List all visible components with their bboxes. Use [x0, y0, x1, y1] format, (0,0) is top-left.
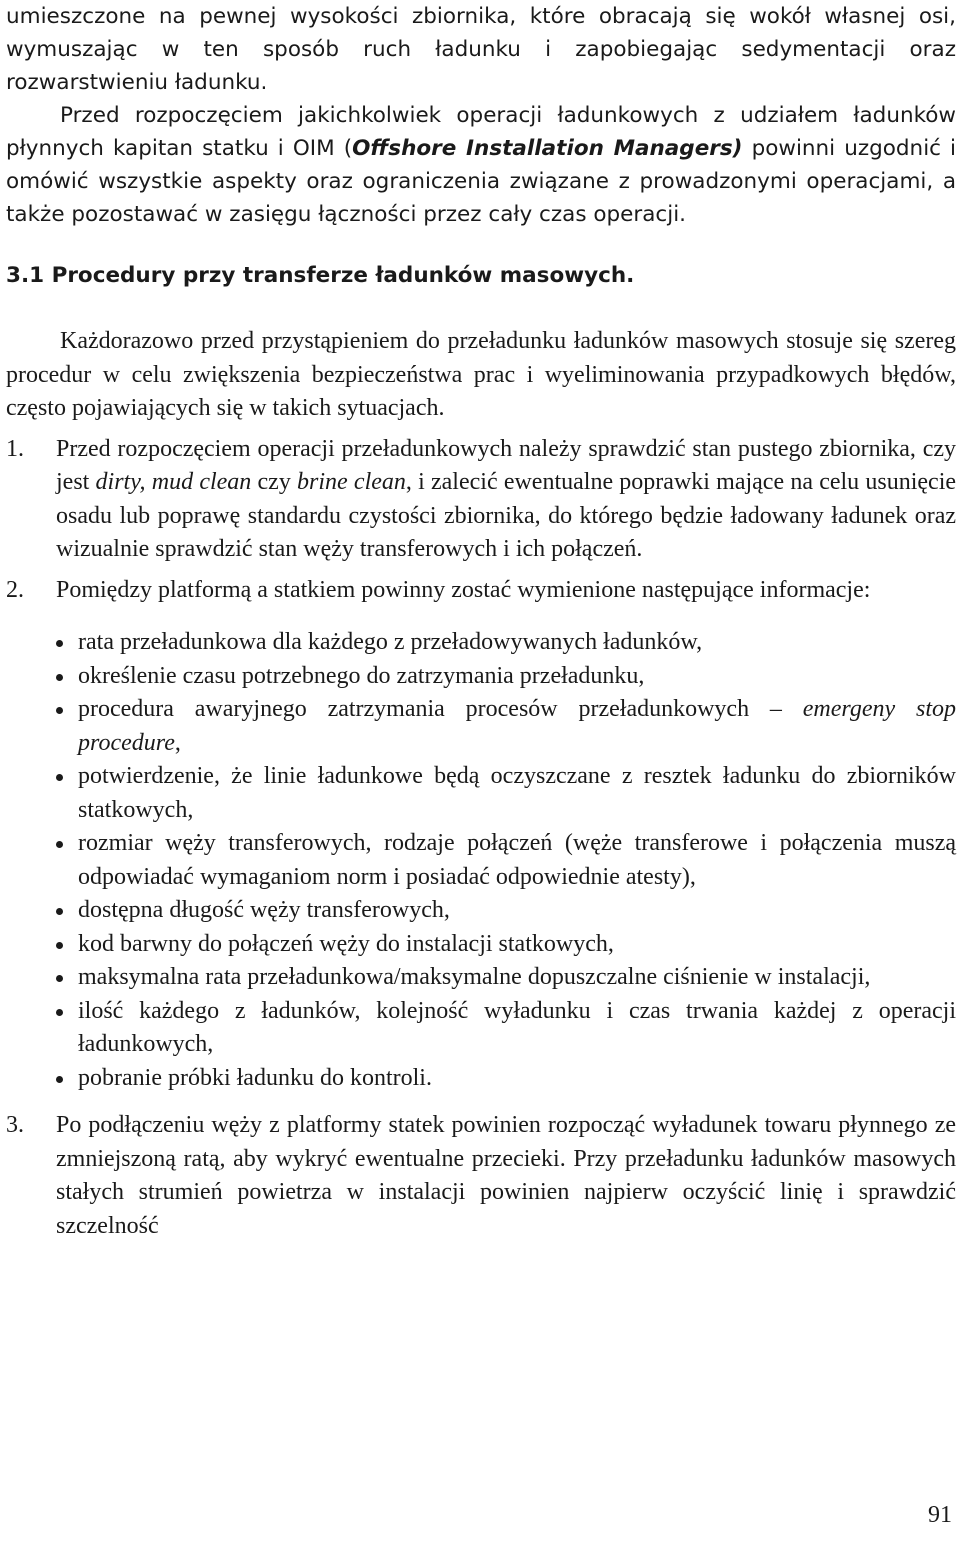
- list-item: rata przeładunkowa dla każdego z przeładowywanych ładunków,: [56, 626, 956, 660]
- paragraph-operations-text-a: Przed rozpoczęciem jakichkolwiek operacji ładunkowych z udziałem ładunków płynnych kapitan statku i OIM (: [6, 103, 956, 161]
- bullet-list: [6, 626, 956, 1095]
- numbered-item-1: [6, 433, 956, 567]
- item1-text-b: czy: [251, 469, 298, 495]
- bullet3-italic: emergeny stop procedure: [78, 696, 957, 756]
- item-number: 3.: [6, 1112, 24, 1138]
- list-item: rozmiar węży transferowych, rodzaje połączeń (węże transferowe i połączenia muszą odpowiadać wymaganiom norm i posiadać odpowiednie atesty),: [56, 827, 956, 894]
- list-item: [56, 693, 956, 760]
- bullet3-end: ,: [174, 729, 181, 756]
- numbered-item-2: [6, 574, 956, 608]
- item1-italic-b: brine clean: [297, 469, 406, 495]
- list-item: określenie czasu potrzebnego do zatrzymania przeładunku,: [56, 660, 956, 694]
- document-page: [6, 0, 956, 1243]
- item1-italic-a: dirty, mud clean: [95, 469, 252, 495]
- list-item: potwierdzenie, że linie ładunkowe będą oczyszczane z resztek ładunku do zbiorników statkowych,: [56, 760, 956, 827]
- section-heading: 3.1 Procedury przy transferze ładunków masowych.: [6, 263, 635, 288]
- item-body: Po podłączeniu węży z platformy statek powinien rozpocząć wyładunek towaru płynnego ze zmniejszoną ratą, aby wykryć ewentualne przecieki. Przy przeładunku ładunków masowych stałych strumień powietrza w instalacji powinien najpierw oczyścić linię i sprawdzić szczelność: [56, 1112, 956, 1239]
- list-item: maksymalna rata przeładunkowa/maksymalne dopuszczalne ciśnienie w instalacji,: [56, 961, 956, 995]
- paragraph-operations: [6, 99, 956, 231]
- item-number: 1.: [6, 435, 24, 462]
- paragraph-operations-text-b: powinni uzgodnić i omówić wszystkie aspekty oraz ograniczenia związane z prowadzonymi operacjami, a także pozostawać w zasięgu łączności przez cały czas operacji.: [6, 136, 957, 227]
- list-item: dostępna długość węży transferowych,: [56, 894, 956, 928]
- item1-text-c: , i zalecić ewentualne poprawki mające na celu usunięcie osadu lub poprawę standardu czystości zbiornika, do którego będzie ładowany ładunek oraz wizualnie sprawdzić stan węży transferowych i ich połączeń.: [56, 469, 957, 562]
- numbered-item-3: [6, 1109, 956, 1243]
- bullet3-text: procedura awaryjnego zatrzymania procesów przeładunkowych –: [78, 696, 803, 722]
- list-item: pobranie próbki ładunku do kontroli.: [56, 1062, 956, 1096]
- list-item: ilość każdego z ładunków, kolejność wyładunku i czas trwania każdej z operacji ładunkowych,: [56, 995, 956, 1062]
- item-number: 2.: [6, 576, 24, 603]
- item-body: [56, 433, 956, 567]
- item1-text-a: Przed rozpoczęciem operacji przeładunkowych należy sprawdzić stan pustego zbiornika, czy jest: [56, 435, 956, 495]
- page-number: 91: [928, 1502, 952, 1528]
- item-body: Pomiędzy platformą a statkiem powinny zostać wymienione następujące informacje:: [56, 576, 871, 603]
- paragraph-continuation: umieszczone na pewnej wysokości zbiornika, które obracają się wokół własnej osi, wymuszając w ten sposób ruch ładunku i zapobiegając sedymentacji oraz rozwarstwieniu ładunku.: [6, 4, 956, 95]
- list-item: kod barwny do połączeń węży do instalacji statkowych,: [56, 928, 956, 962]
- paragraph-intro: Każdorazowo przed przystąpieniem do przeładunku ładunków masowych stosuje się szereg procedur w celu zwiększenia bezpieczeństwa prac i wyeliminowania przypadkowych błędów, często pojawiających się w takich sytuacjach.: [6, 328, 956, 421]
- oim-expansion: Offshore Installation Managers): [352, 136, 743, 161]
